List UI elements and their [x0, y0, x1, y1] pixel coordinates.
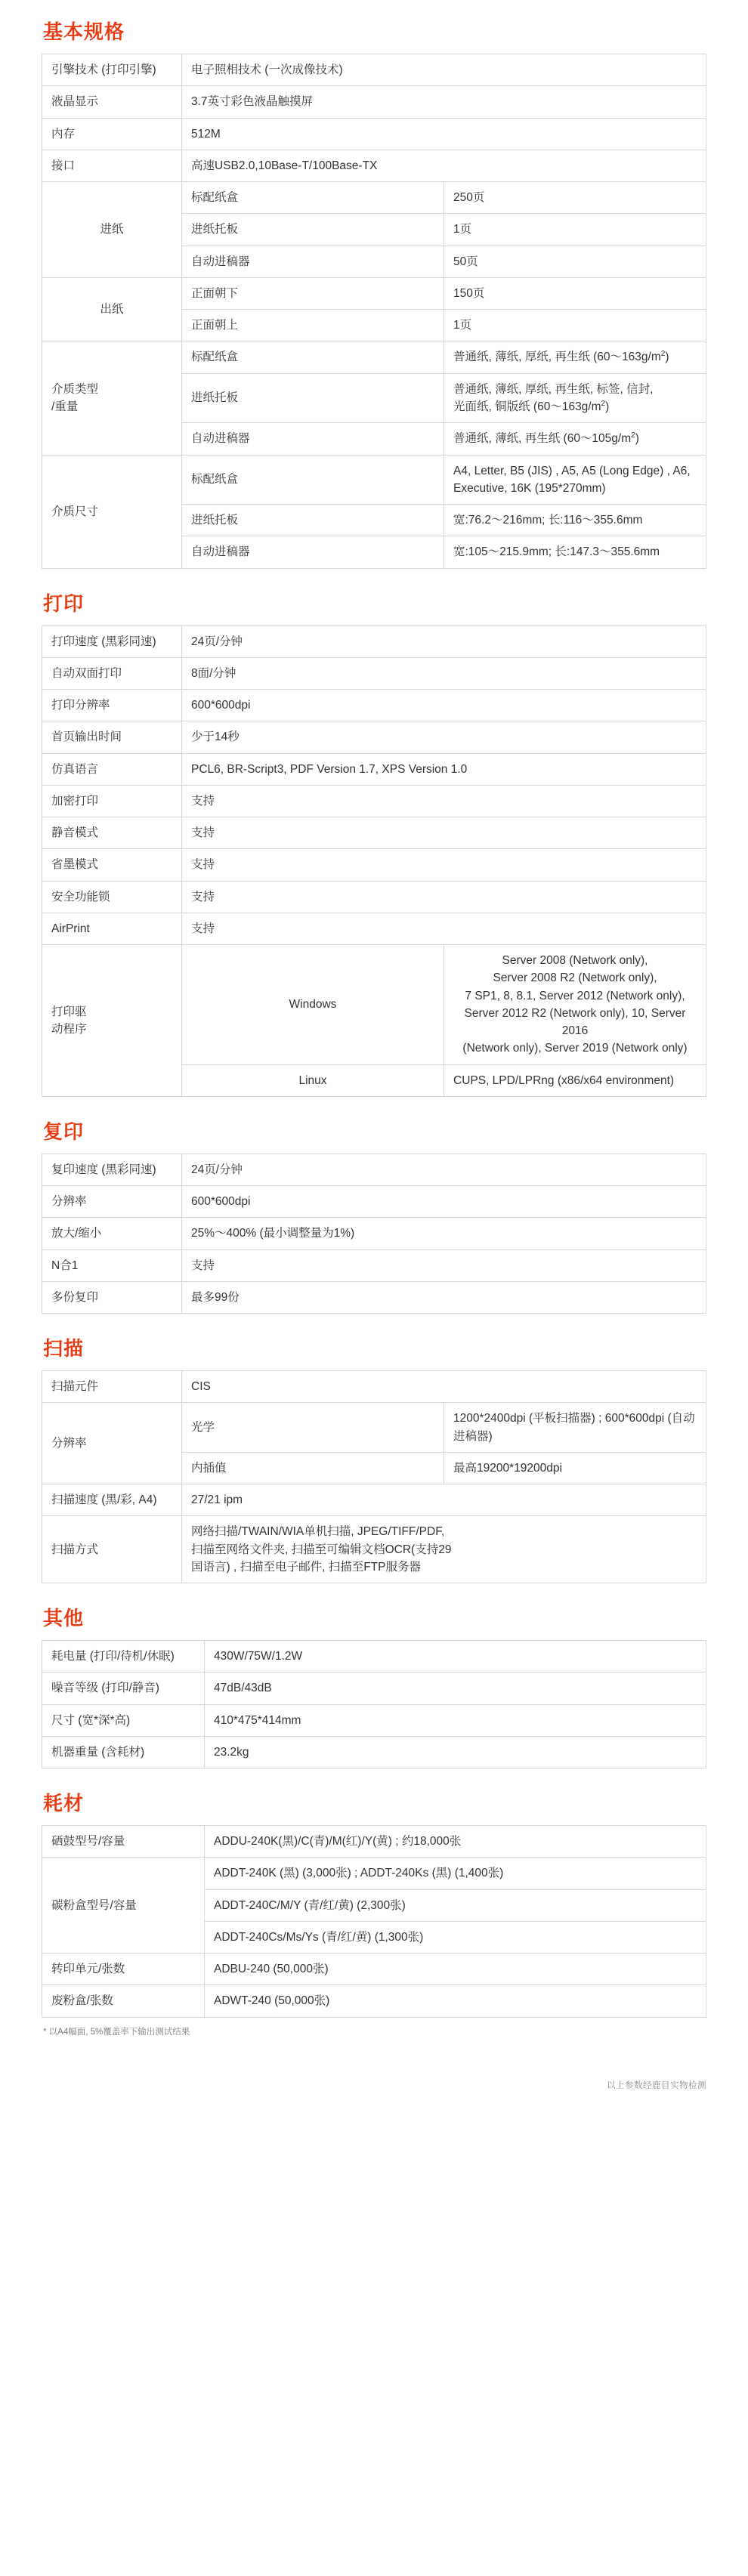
row-value	[444, 341, 706, 373]
row-value: 24页/分钟	[182, 1154, 706, 1185]
table-row	[42, 341, 706, 373]
row-label-line1: 介质类型	[51, 382, 99, 396]
value-line5: (Network only), Server 2019 (Network only)	[462, 1042, 688, 1055]
row-label: 仿真语言	[42, 753, 182, 785]
row-value: 支持	[182, 785, 706, 817]
row-label: 液晶显示	[42, 86, 182, 118]
table-row	[42, 1371, 706, 1403]
row-value: 410*475*414mm	[205, 1704, 706, 1736]
row-label: 引擎技术 (打印引擎)	[42, 54, 182, 86]
row-value	[444, 455, 706, 505]
row-value: CIS	[182, 1371, 706, 1403]
section-consumable	[42, 1788, 706, 2037]
section-print	[42, 588, 706, 1097]
table-row	[42, 721, 706, 753]
row-value: PCL6, BR-Script3, PDF Version 1.7, XPS Version 1.0	[182, 753, 706, 785]
row-label: 放大/缩小	[42, 1218, 182, 1249]
table-row	[42, 1736, 706, 1768]
table-row	[42, 849, 706, 881]
section-title-consumable: 耗材	[43, 1792, 85, 1815]
table-row	[42, 1186, 706, 1218]
table-row	[42, 1281, 706, 1313]
row-value: ADDT-240Cs/Ms/Ys (青/红/黄) (1,300张)	[205, 1921, 706, 1953]
table-row	[42, 1641, 706, 1673]
row-label: 打印速度 (黑彩同速)	[42, 625, 182, 657]
row-label-line1: 打印驱	[51, 1005, 87, 1018]
row-label: 自动双面打印	[42, 657, 182, 689]
table-row	[42, 1516, 706, 1583]
row-label: 硒鼓型号/容量	[42, 1826, 205, 1858]
table-row	[42, 690, 706, 721]
unit-superscript: 2	[631, 431, 635, 440]
row-sublabel: 光学	[182, 1403, 444, 1453]
row-label: 打印分辨率	[42, 690, 182, 721]
row-value: 600*600dpi	[182, 690, 706, 721]
value-tail: )	[605, 400, 610, 414]
value-line2: Server 2008 R2 (Network only),	[493, 971, 657, 985]
table-row	[42, 150, 706, 181]
table-row	[42, 1218, 706, 1249]
value-line2: 光面纸, 铜版纸 (60～163g/m	[453, 400, 601, 414]
row-label: 首页输出时间	[42, 721, 182, 753]
table-row	[42, 1154, 706, 1185]
table-row	[42, 657, 706, 689]
table-row	[42, 1704, 706, 1736]
row-value: 3.7英寸彩色液晶触摸屏	[182, 86, 706, 118]
row-sublabel: 内插值	[182, 1452, 444, 1484]
table-row	[42, 625, 706, 657]
row-label-line2: 动程序	[51, 1023, 87, 1036]
value-tail: )	[665, 351, 669, 364]
row-label: 扫描方式	[42, 1516, 182, 1583]
row-sublabel: 进纸托板	[182, 214, 444, 246]
value-text: 普通纸, 薄纸, 再生纸 (60～105g/m	[453, 432, 632, 446]
table-row	[42, 1954, 706, 1985]
row-label: 扫描速度 (黑/彩, A4)	[42, 1484, 182, 1516]
table-consumable	[42, 1825, 706, 2018]
row-label: 噪音等级 (打印/静音)	[42, 1673, 205, 1704]
section-title-copy: 复印	[43, 1120, 85, 1143]
table-scan	[42, 1370, 706, 1583]
row-value: 高速USB2.0,10Base-T/100Base-TX	[182, 150, 706, 181]
row-value: 50页	[444, 246, 706, 277]
footnote: * 以A4幅面, 5%覆盖率下输出测试结果	[43, 2027, 190, 2037]
row-value	[182, 1516, 706, 1583]
table-row	[42, 1403, 706, 1453]
table-row	[42, 54, 706, 86]
row-value: ADWT-240 (50,000张)	[205, 1985, 706, 2017]
table-row	[42, 1249, 706, 1281]
row-value: 支持	[182, 849, 706, 881]
value-line1: 普通纸, 薄纸, 厚纸, 再生纸, 标签, 信封,	[453, 382, 654, 396]
row-value: 少于14秒	[182, 721, 706, 753]
row-label: 加密打印	[42, 785, 182, 817]
row-value: 支持	[182, 817, 706, 849]
section-title-other: 其他	[43, 1607, 85, 1630]
row-sublabel: 正面朝上	[182, 310, 444, 341]
table-copy	[42, 1154, 706, 1314]
value-line2: 扫描至网络文件夹, 扫描至可编辑文档OCR(支持29	[191, 1543, 452, 1556]
row-label: 转印单元/张数	[42, 1954, 205, 1985]
table-row	[42, 753, 706, 785]
row-label: 出纸	[42, 277, 182, 341]
row-value: 宽:76.2～216mm; 长:116～355.6mm	[444, 505, 706, 536]
row-value: 600*600dpi	[182, 1186, 706, 1218]
table-row	[42, 1484, 706, 1516]
value-line1: 网络扫描/TWAIN/WIA单机扫描, JPEG/TIFF/PDF,	[191, 1525, 445, 1539]
row-value: 27/21 ipm	[182, 1484, 706, 1516]
table-other	[42, 1640, 706, 1768]
section-title-scan: 扫描	[43, 1337, 85, 1361]
row-value: 8面/分钟	[182, 657, 706, 689]
section-scan	[42, 1333, 706, 1583]
table-row	[42, 277, 706, 309]
row-label: 多份复印	[42, 1281, 182, 1313]
row-value: 512M	[182, 118, 706, 150]
row-value: 25%～400% (最小调整量为1%)	[182, 1218, 706, 1249]
row-label: 扫描元件	[42, 1371, 182, 1403]
row-sublabel: 正面朝下	[182, 277, 444, 309]
value-line2: Executive, 16K (195*270mm)	[453, 481, 606, 495]
table-print	[42, 625, 706, 1097]
row-value	[444, 423, 706, 455]
table-row	[42, 817, 706, 849]
row-sublabel: 标配纸盒	[182, 455, 444, 505]
table-row	[42, 118, 706, 150]
table-row	[42, 455, 706, 505]
row-label: N合1	[42, 1249, 182, 1281]
table-row	[42, 1858, 706, 1889]
row-value: 150页	[444, 277, 706, 309]
row-sublabel: 标配纸盒	[182, 182, 444, 214]
row-label: 介质尺寸	[42, 455, 182, 568]
row-label: 静音模式	[42, 817, 182, 849]
row-label: 省墨模式	[42, 849, 182, 881]
row-label: 耗电量 (打印/待机/休眠)	[42, 1641, 205, 1673]
row-value: 宽:105～215.9mm; 长:147.3～355.6mm	[444, 536, 706, 568]
row-label: 复印速度 (黑彩同速)	[42, 1154, 182, 1185]
table-row	[42, 881, 706, 913]
table-row	[42, 785, 706, 817]
row-value	[444, 373, 706, 423]
row-value: 1页	[444, 214, 706, 246]
table-row	[42, 1673, 706, 1704]
row-label: 废粉盒/张数	[42, 1985, 205, 2017]
table-basic	[42, 54, 706, 569]
row-label: 进纸	[42, 182, 182, 278]
section-basic	[42, 17, 706, 569]
row-value: 最高19200*19200dpi	[444, 1452, 706, 1484]
row-value: 支持	[182, 1249, 706, 1281]
row-label: 内存	[42, 118, 182, 150]
row-label: 机器重量 (含耗材)	[42, 1736, 205, 1768]
row-value: 1页	[444, 310, 706, 341]
table-row	[42, 182, 706, 214]
page-footer: 以上参数经鹿目实物检测	[607, 2080, 706, 2090]
row-value: ADDT-240C/M/Y (青/红/黄) (2,300张)	[205, 1889, 706, 1921]
section-copy	[42, 1117, 706, 1314]
row-sublabel: Windows	[182, 945, 444, 1065]
row-sublabel: 自动进稿器	[182, 536, 444, 568]
row-label	[42, 945, 182, 1097]
row-value: 支持	[182, 881, 706, 913]
table-row	[42, 1985, 706, 2017]
value-line3: 国语言) , 扫描至电子邮件, 扫描至FTP服务器	[191, 1560, 421, 1574]
value-line4: Server 2012 R2 (Network only), 10, Server 2016	[464, 1006, 686, 1038]
row-label-line2: /重量	[51, 400, 79, 413]
value-line1: A4, Letter, B5 (JIS) , A5, A5 (Long Edge) , A6,	[453, 464, 691, 477]
row-label: 碳粉盒型号/容量	[42, 1858, 205, 1954]
row-value: 支持	[182, 913, 706, 944]
section-title-print: 打印	[43, 591, 85, 615]
row-value: 24页/分钟	[182, 625, 706, 657]
table-row	[42, 913, 706, 944]
row-sublabel: 标配纸盒	[182, 341, 444, 373]
row-label: 尺寸 (宽*深*高)	[42, 1704, 205, 1736]
row-sublabel: 自动进稿器	[182, 246, 444, 277]
row-sublabel: 进纸托板	[182, 373, 444, 423]
row-value: ADDU-240K(黑)/C(青)/M(红)/Y(黄) ; 约18,000张	[205, 1826, 706, 1858]
row-value: ADBU-240 (50,000张)	[205, 1954, 706, 1985]
row-sublabel: 进纸托板	[182, 505, 444, 536]
row-sublabel: Linux	[182, 1064, 444, 1096]
row-value: CUPS, LPD/LPRng (x86/x64 environment)	[444, 1064, 706, 1096]
unit-superscript: 2	[660, 350, 666, 359]
row-value: 47dB/43dB	[205, 1673, 706, 1704]
row-value: 430W/75W/1.2W	[205, 1641, 706, 1673]
unit-superscript: 2	[601, 399, 606, 408]
row-value: 电子照相技术 (一次成像技术)	[182, 54, 706, 86]
section-other	[42, 1603, 706, 1768]
value-tail: )	[635, 432, 639, 446]
table-row	[42, 86, 706, 118]
section-title-basic: 基本规格	[43, 20, 125, 43]
row-label: 分辨率	[42, 1186, 182, 1218]
row-label: 安全功能锁	[42, 881, 182, 913]
row-label: 分辨率	[42, 1403, 182, 1484]
row-label	[42, 341, 182, 455]
row-sublabel: 自动进稿器	[182, 423, 444, 455]
table-row	[42, 945, 706, 1065]
row-value: 250页	[444, 182, 706, 214]
value-text: 普通纸, 薄纸, 厚纸, 再生纸 (60～163g/m	[453, 351, 661, 364]
row-value	[444, 945, 706, 1065]
row-value: ADDT-240K (黑) (3,000张) ; ADDT-240Ks (黑) (1,400张)	[205, 1858, 706, 1889]
row-label: 接口	[42, 150, 182, 181]
row-value: 最多99份	[182, 1281, 706, 1313]
value-line3: 7 SP1, 8, 8.1, Server 2012 (Network only),	[465, 989, 685, 1002]
table-row	[42, 1826, 706, 1858]
value-line1: Server 2008 (Network only),	[502, 954, 648, 968]
row-label: AirPrint	[42, 913, 182, 944]
row-value: 23.2kg	[205, 1736, 706, 1768]
row-value: 1200*2400dpi (平板扫描器) ; 600*600dpi (自动进稿器)	[444, 1403, 706, 1453]
